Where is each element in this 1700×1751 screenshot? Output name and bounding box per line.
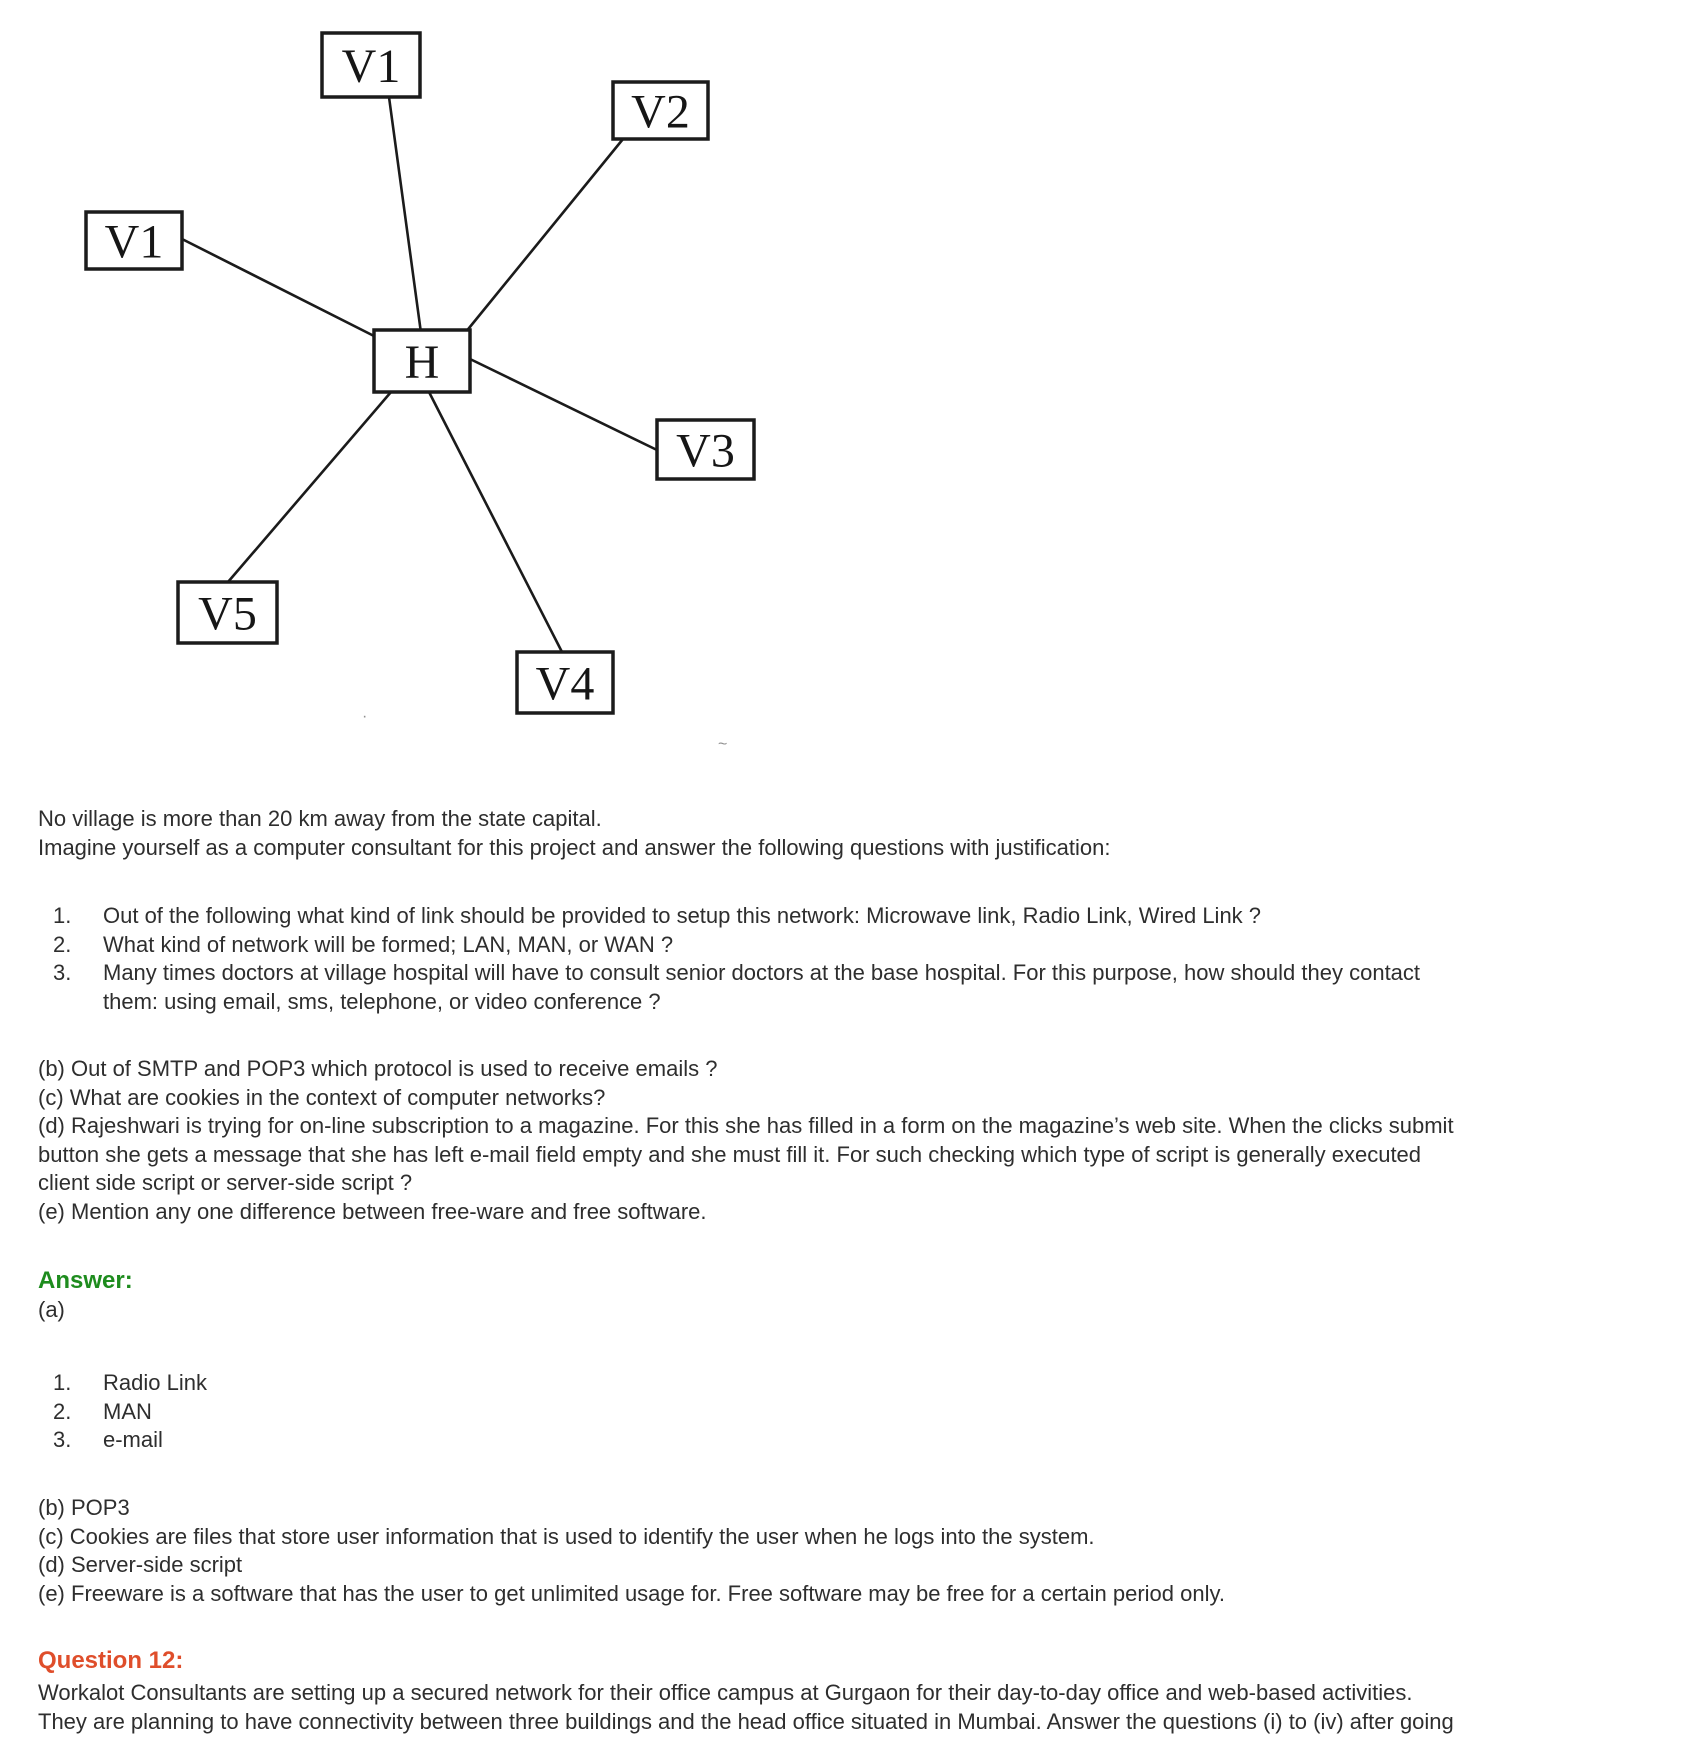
list-item: [38, 1398, 207, 1427]
question-12-section: [38, 1646, 1454, 1736]
list-item-number: 1.: [53, 903, 72, 928]
network-link-line: [182, 239, 376, 337]
node-label: V2: [631, 85, 690, 139]
question-12-paragraph: [38, 1679, 1454, 1736]
text-line: Many times doctors at village hospital will have to consult senior doctors at the base hospital. For this purpose, how should they contact: [103, 960, 1421, 985]
text-line: They are planning to have connectivity between three buildings and the head office situated in Mumbai. Answer the questions (i) to (iv) after going: [38, 1708, 1454, 1734]
answer-heading: Answer:: [38, 1267, 133, 1294]
text-line: (d) Server-side script: [38, 1552, 243, 1577]
node-village-v4: [517, 652, 613, 713]
text-line: e-mail: [103, 1427, 163, 1452]
node-label: V5: [198, 587, 257, 641]
text-line: (e) Mention any one difference between free-ware and free software.: [38, 1198, 707, 1224]
network-link-line: [228, 392, 391, 582]
text-line: (b) Out of SMTP and POP3 which protocol is used to receive emails ?: [38, 1056, 718, 1081]
list-item-number: 1.: [53, 1370, 72, 1395]
question-parts: [38, 1055, 1454, 1226]
text-line: (e) Freeware is a software that has the user to get unlimited usage for. Free software may be free for a certain period only.: [38, 1580, 1225, 1606]
text-line: client side script or server-side script ?: [38, 1170, 413, 1195]
list-item: [38, 902, 1420, 931]
list-item: [38, 931, 1420, 960]
text-line: (c) What are cookies in the context of computer networks?: [38, 1084, 606, 1110]
list-item-number: 3.: [53, 960, 72, 985]
list-item-number: 3.: [53, 1427, 72, 1452]
text-line: What kind of network will be formed; LAN, MAN, or WAN ?: [103, 931, 674, 957]
network-topology-diagram: [0, 0, 780, 760]
network-diagram-canvas: [0, 0, 780, 760]
question-a-list: [38, 902, 1420, 1016]
node-label: V4: [535, 657, 595, 711]
network-link-line: [389, 97, 421, 333]
question-12-heading: Question 12:: [38, 1647, 184, 1674]
list-item-number: 2.: [53, 931, 72, 957]
answer-a-list: [38, 1369, 207, 1455]
scan-artifact: ~: [718, 736, 728, 753]
list-item: [38, 959, 1420, 1016]
node-label: H: [404, 336, 440, 389]
text-line: (b) POP3: [38, 1495, 130, 1520]
node-village-v3: [657, 420, 754, 479]
node-label: V3: [676, 424, 735, 478]
network-link-line: [465, 139, 623, 333]
answer-parts: [38, 1494, 1225, 1608]
list-item: [38, 1369, 207, 1398]
text-line: MAN: [103, 1398, 152, 1424]
text-line: them: using email, sms, telephone, or video conference ?: [103, 988, 661, 1014]
node-village-v2: [613, 82, 708, 139]
node-village-v1-left: [86, 212, 182, 269]
text-line: Imagine yourself as a computer consultant for this project and answer the following questions with justification:: [38, 834, 1111, 860]
text-line: No village is more than 20 km away from the state capital.: [38, 806, 602, 831]
text-line: Workalot Consultants are setting up a secured network for their office campus at Gurgaon for their day-to-day office and web-based activities.: [38, 1680, 1413, 1705]
text-line: (c) Cookies are files that store user information that is used to identify the user when he logs into the system.: [38, 1523, 1095, 1549]
node-village-v5: [178, 582, 277, 643]
text-line: (d) Rajeshwari is trying for on-line subscription to a magazine. For this she has filled in a form on the magazine’s web site. When the clicks submit: [38, 1113, 1454, 1138]
node-village-v1-top: [322, 33, 420, 97]
network-link-line: [429, 392, 562, 652]
text-line: button she gets a message that she has left e-mail field empty and she must fill it. For such checking which type of script is generally executed: [38, 1141, 1422, 1167]
text-line: Out of the following what kind of link should be provided to setup this network: Microwave link, Radio Link, Wired Link ?: [103, 903, 1262, 928]
network-link-line: [470, 359, 657, 450]
text-line: Radio Link: [103, 1370, 207, 1395]
node-label: V1: [341, 40, 401, 93]
node-label: V1: [104, 215, 164, 269]
list-item-number: 2.: [53, 1398, 72, 1424]
scan-artifact: ·: [362, 708, 368, 725]
node-hub-h: [374, 330, 470, 392]
list-item: [38, 1426, 207, 1455]
answer-sub-label: (a): [38, 1297, 65, 1322]
intro-paragraph: [38, 805, 1110, 862]
answer-section: [38, 1266, 133, 1325]
